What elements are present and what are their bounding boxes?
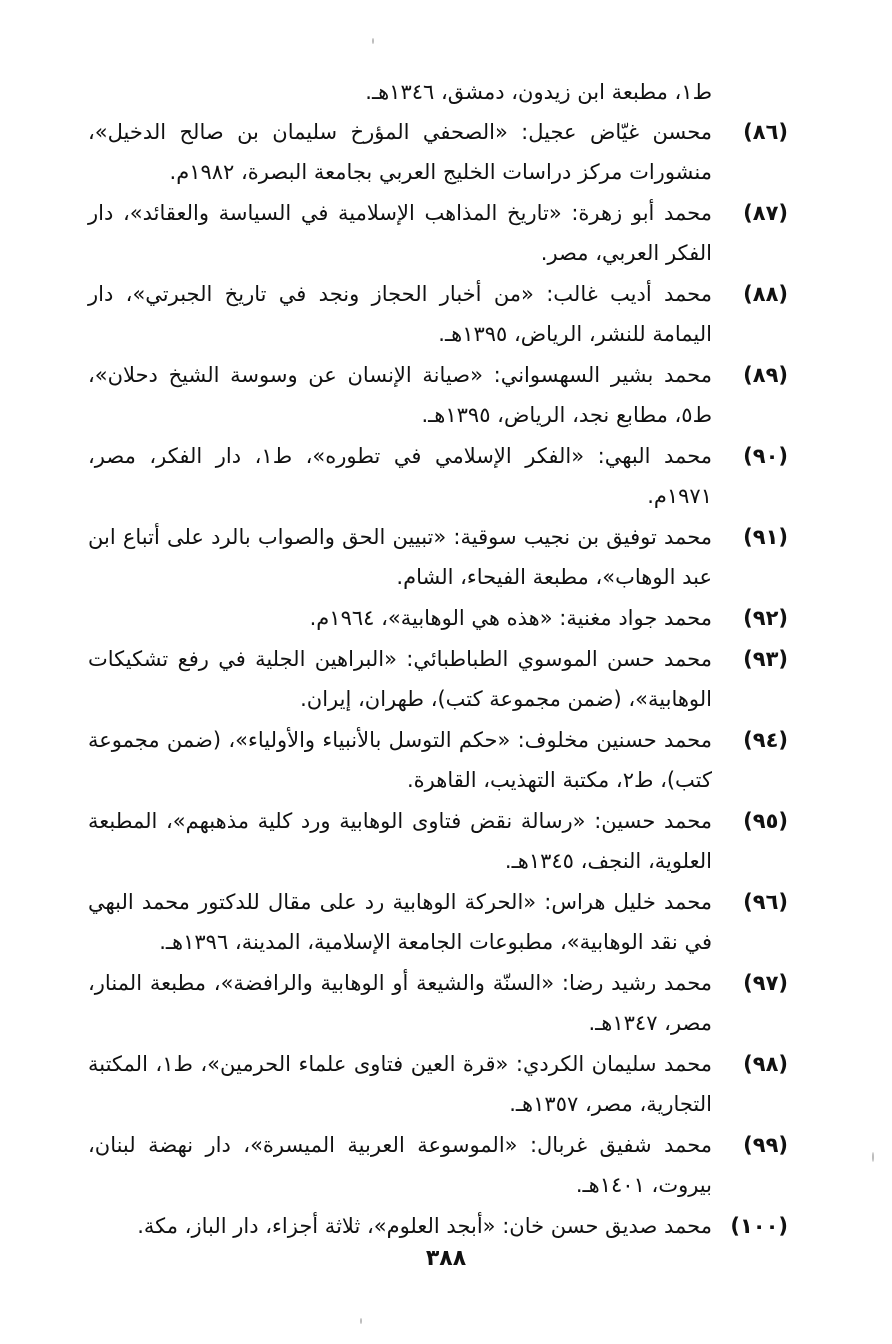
- reference-text: محمد سليمان الكردي: «قرة العين فتاوى علماء الحرمين»، ط۱، المكتبة التجارية، مصر، ۱۳٥۷هـ.: [88, 1052, 712, 1116]
- reference-entry: [88, 436, 788, 516]
- reference-number: (۸۹): [743, 363, 788, 387]
- reference-number: (۹۸): [743, 1052, 788, 1076]
- reference-number: (۹۷): [743, 971, 788, 995]
- reference-entry: [88, 1206, 788, 1246]
- reference-text: محمد توفيق بن نجيب سوقية: «تبيين الحق والصواب بالرد على أتباع ابن عبد الوهاب»، مطبعة الفيحاء، الشام.: [88, 525, 712, 589]
- reference-number: (۹۹): [743, 1133, 788, 1157]
- reference-entry: [88, 963, 788, 1043]
- reference-text: محمد رشيد رضا: «السنّة والشيعة أو الوهابية والرافضة»، مطبعة المنار، مصر، ۱۳٤۷هـ.: [88, 971, 712, 1035]
- reference-text: محسن غيّاض عجيل: «الصحفي المؤرخ سليمان بن صالح الدخيل»، منشورات مركز دراسات الخليج العربي بجامعة البصرة، ۱۹۸۲م.: [88, 120, 712, 184]
- reference-text: محمد صديق حسن خان: «أبجد العلوم»، ثلاثة أجزاء، دار الباز، مكة.: [137, 1214, 712, 1238]
- reference-number: (۸٦): [743, 120, 788, 144]
- reference-entry: [88, 801, 788, 881]
- reference-entry: [88, 193, 788, 273]
- reference-entry: [88, 355, 788, 435]
- reference-number: (۸۷): [743, 201, 788, 225]
- reference-number: (۹۲): [743, 606, 788, 630]
- reference-text: محمد حسن الموسوي الطباطبائي: «البراهين الجلية في رفع تشكيكات الوهابية»، (ضمن مجموعة كتب)، طهران، إيران.: [88, 647, 712, 711]
- reference-text: محمد جواد مغنية: «هذه هي الوهابية»، ۱۹٦٤م.: [309, 606, 712, 630]
- reference-entry: [88, 112, 788, 192]
- scan-speck: [360, 1318, 362, 1324]
- reference-number: (۹۳): [743, 647, 788, 671]
- reference-number: (۹٥): [743, 809, 788, 833]
- reference-text: محمد بشير السهسواني: «صيانة الإنسان عن وسوسة الشيخ دحلان»، ط٥، مطابع نجد، الرياض، ۱۳۹٥هـ.: [88, 363, 712, 427]
- reference-entry: [88, 639, 788, 719]
- reference-number: (۱۰۰): [730, 1214, 788, 1238]
- reference-entry: [88, 720, 788, 800]
- scan-speck: [372, 38, 374, 44]
- reference-entry: [88, 1044, 788, 1124]
- reference-entry: [88, 882, 788, 962]
- reference-entry: [88, 517, 788, 597]
- reference-entry: [88, 274, 788, 354]
- reference-text: محمد شفيق غربال: «الموسوعة العربية الميسرة»، دار نهضة لبنان، بيروت، ۱٤۰۱هـ.: [88, 1133, 712, 1197]
- continuation-line: ط۱، مطبعة ابن زيدون، دمشق، ۱۳٤٦هـ.: [365, 80, 712, 104]
- reference-text: محمد حسين: «رسالة نقض فتاوى الوهابية ورد كلية مذهبهم»، المطبعة العلوية، النجف، ۱۳٤٥هـ.: [88, 809, 712, 873]
- page-number: ۳۸۸: [425, 1246, 467, 1271]
- reference-number: (۹۱): [743, 525, 788, 549]
- reference-text: محمد حسنين مخلوف: «حكم التوسل بالأنبياء والأولياء»، (ضمن مجموعة كتب)، ط۲، مكتبة التهذيب، القاهرة.: [88, 728, 712, 792]
- reference-text: محمد أديب غالب: «من أخبار الحجاز ونجد في تاريخ الجبرتي»، دار اليمامة للنشر، الرياض، ۱۳۹٥هـ.: [88, 282, 712, 346]
- reference-entry: [88, 598, 788, 638]
- reference-number: (۹٤): [743, 728, 788, 752]
- reference-number: (۹٦): [743, 890, 788, 914]
- reference-number: (۹۰): [743, 444, 788, 468]
- reference-number: (۸۸): [743, 282, 788, 306]
- scan-speck: [872, 1152, 874, 1162]
- reference-entry: [88, 1125, 788, 1205]
- reference-text: محمد البهي: «الفكر الإسلامي في تطوره»، ط۱، دار الفكر، مصر، ۱۹۷۱م.: [88, 444, 713, 508]
- reference-text: محمد أبو زهرة: «تاريخ المذاهب الإسلامية في السياسة والعقائد»، دار الفكر العربي، مصر.: [88, 201, 712, 265]
- reference-list: [88, 112, 788, 1247]
- reference-text: محمد خليل هراس: «الحركة الوهابية رد على مقال للدكتور محمد البهي في نقد الوهابية»، مطبوعات الجامعة الإسلامية، المدينة، ۱۳۹٦هـ.: [88, 890, 712, 954]
